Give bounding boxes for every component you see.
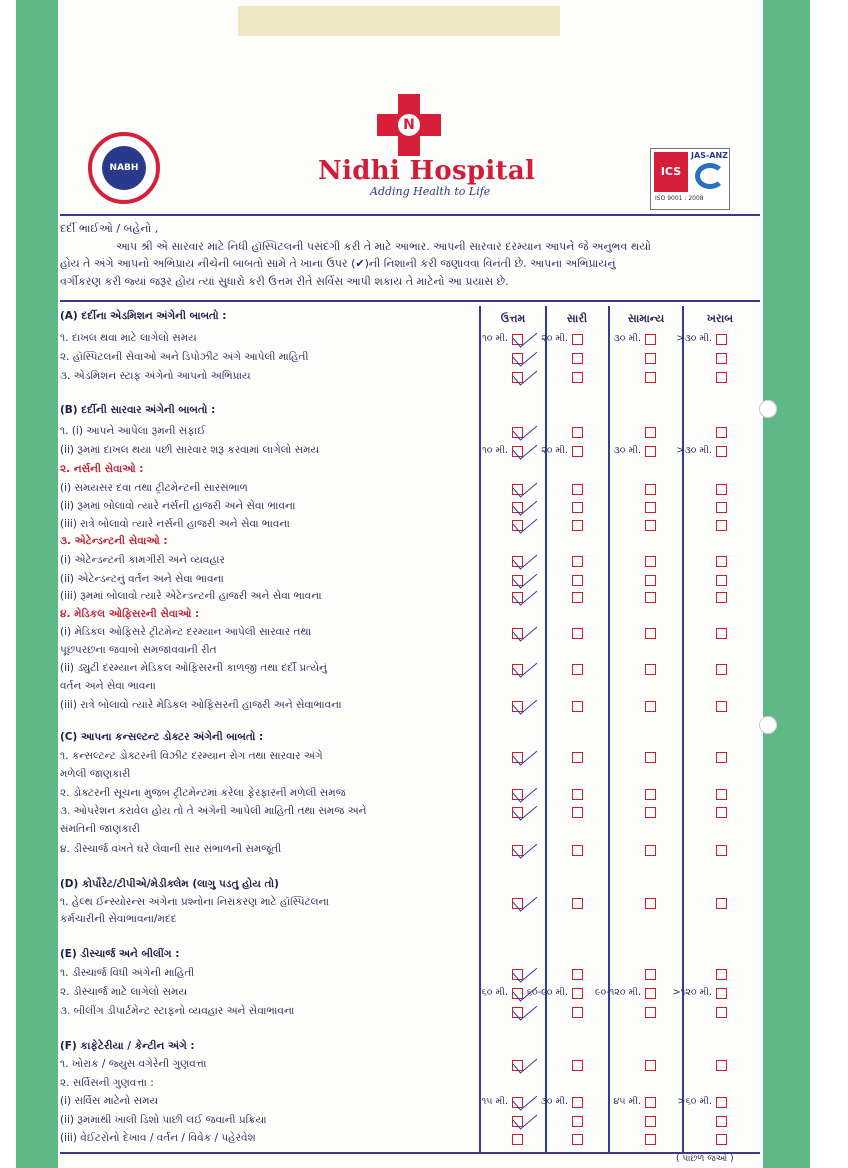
- question-text: ૧. કન્સલ્ટન્ટ ડોક્ટરની વિઝીટ દરમ્યાન રોગ તથા સારવાર અંગે: [60, 750, 323, 762]
- rating-checkbox[interactable]: [716, 1116, 727, 1127]
- rating-checkbox[interactable]: [716, 353, 727, 364]
- section-heading: (E) ડીસ્ચાર્જ અને બીલીંગ :: [60, 948, 180, 960]
- rating-checkbox[interactable]: [716, 592, 727, 603]
- column-header-average: સામાન્ય: [627, 312, 665, 325]
- rating-checkbox[interactable]: [572, 752, 583, 763]
- rating-checkbox[interactable]: [645, 628, 656, 639]
- rating-checkbox[interactable]: [716, 752, 727, 763]
- rating-checkbox[interactable]: [716, 1060, 727, 1071]
- rating-checkbox[interactable]: [645, 427, 656, 438]
- time-label: ૧૦ મી.: [482, 445, 508, 456]
- rating-checkbox[interactable]: [645, 1097, 656, 1108]
- rating-checkbox[interactable]: [716, 628, 727, 639]
- rating-checkbox[interactable]: [512, 1134, 523, 1145]
- rating-checkbox[interactable]: [716, 1134, 727, 1145]
- question-text: વર્તન અને સેવા ભાવના: [60, 680, 156, 692]
- question-text: (iii) રાત્રે બોલાવો ત્યારે મેડિકલ ઓફિસરની હાજરી અને સેવાભાવના: [60, 699, 342, 711]
- rating-checkbox[interactable]: [645, 1116, 656, 1127]
- question-text: (iii) રૂમમાં બોલાવો ત્યારે એટેન્ડન્ટની હાજરી અને સેવા ભાવના: [60, 590, 322, 602]
- rating-checkbox[interactable]: [716, 1007, 727, 1018]
- rating-checkbox[interactable]: [572, 575, 583, 586]
- column-divider: [608, 306, 610, 1152]
- rating-checkbox[interactable]: [572, 556, 583, 567]
- section-heading: (F) કાફેટેરીયા / કેન્ટીન અંગે :: [60, 1040, 195, 1052]
- rating-checkbox[interactable]: [645, 664, 656, 675]
- rating-checkbox[interactable]: [716, 520, 727, 531]
- header-divider: [60, 214, 760, 216]
- rating-checkbox[interactable]: [572, 372, 583, 383]
- question-text: ૪. ડીસ્ચાર્જ વખતે ઘરે લેવાની સાર સંભાળની સમજૂતી: [60, 843, 282, 855]
- rating-checkbox[interactable]: [572, 427, 583, 438]
- hospital-name: Nidhi Hospital: [318, 156, 536, 186]
- question-text: પૂછપરછના જવાબો સમજાવવાની રીત: [60, 644, 217, 656]
- time-label: >૩૦ મી.: [676, 333, 712, 344]
- rating-checkbox[interactable]: [716, 427, 727, 438]
- time-label: ૬૦ મી.: [481, 987, 508, 998]
- intro-greeting: દર્દી ભાઈઓ / બહેનો ,: [60, 222, 159, 235]
- rating-checkbox[interactable]: [716, 334, 727, 345]
- section-heading: ૩. એટેન્ડન્ટની સેવાઓ :: [60, 535, 168, 547]
- question-text: (i) મેડિકલ ઓફિસરે ટ્રીટમેન્ટ દરમ્યાન આપેલી સારવાર તથા: [60, 626, 312, 638]
- column-header-good: સારી: [566, 312, 588, 325]
- time-label: ૨૦ મી.: [541, 445, 568, 456]
- rating-checkbox[interactable]: [645, 372, 656, 383]
- column-header-poor: ખરાબ: [706, 312, 734, 325]
- time-label: >૬૦ મી.: [677, 1096, 712, 1107]
- question-text: ૧. ડીસ્ચાર્જ વિધી અંગેની માહિતી: [60, 967, 195, 979]
- rating-checkbox[interactable]: [645, 1134, 656, 1145]
- time-label: >૧૨૦ મી.: [672, 987, 712, 998]
- question-text: ૧. હેલ્થ ઈન્સ્યોરન્સ અંગેના પ્રશ્નોના નિરાકરણ માટે હૉસ્પિટલના: [60, 896, 330, 908]
- question-text: ૧. દાખલ થવા માટે લાગેલો સમય: [60, 332, 197, 344]
- question-text: (ii) એટેન્ડન્ટનું વર્તન અને સેવા ભાવના: [60, 573, 224, 585]
- table-bottom-rule: [60, 1152, 760, 1154]
- table-top-rule: [60, 300, 760, 302]
- rating-checkbox[interactable]: [716, 701, 727, 712]
- rating-checkbox[interactable]: [645, 988, 656, 999]
- column-header-excellent: ઉત્તમ: [500, 312, 526, 325]
- time-label: >૩૦ મી.: [676, 445, 712, 456]
- punch-hole: [759, 716, 777, 734]
- ics-text: ICS: [654, 152, 688, 192]
- question-text: ૩. એડમિશન સ્ટાફ અંગેનો આપનો અભિપ્રાય: [60, 370, 251, 382]
- question-text: (iii) રાત્રે બોલાવો ત્યારે નર્સની હાજરી અને સેવા ભાવના: [60, 518, 290, 530]
- punch-hole: [759, 400, 777, 418]
- rating-checkbox[interactable]: [572, 845, 583, 856]
- rating-checkbox[interactable]: [716, 845, 727, 856]
- rating-checkbox[interactable]: [645, 502, 656, 513]
- time-label: ૬૦-૯૦ મી.: [526, 987, 568, 998]
- rating-checkbox[interactable]: [572, 502, 583, 513]
- time-label: ૩૦ મી.: [613, 333, 641, 344]
- question-text: ૩. બીલીંગ ડીપાર્ટમેન્ટ સ્ટાફનો વ્યવહાર અને સેવાભાવના: [60, 1005, 295, 1017]
- time-label: ૧૦ મી.: [482, 333, 508, 344]
- hospital-cross-logo: [377, 94, 441, 156]
- rating-checkbox[interactable]: [572, 1116, 583, 1127]
- rating-checkbox[interactable]: [716, 664, 727, 675]
- question-text: ૨. સર્વિસની ગુણવત્તા :: [60, 1077, 154, 1089]
- rating-checkbox[interactable]: [572, 1134, 583, 1145]
- rating-checkbox[interactable]: [645, 701, 656, 712]
- intro-line: વર્ગીકરણ કરી જ્યાં જરૂર હોય ત્યાં સુધારો કરી ઉત્તમ રીતે સર્વિસ આપી શકાય તે માટેનો આ પ્રયાસ છે.: [60, 274, 509, 288]
- rating-checkbox[interactable]: [645, 1007, 656, 1018]
- right-green-band: [763, 0, 810, 1168]
- section-heading: (B) દર્દીની સારવાર અંગેની બાબતો :: [60, 404, 216, 416]
- time-label: ૧૫ મી.: [481, 1096, 508, 1107]
- intro-text: [60, 220, 760, 290]
- rating-checkbox[interactable]: [716, 969, 727, 980]
- section-heading: (A) દર્દીના એડમિશન અંગેની બાબતો :: [60, 310, 227, 322]
- rating-checkbox[interactable]: [572, 969, 583, 980]
- rating-checkbox[interactable]: [716, 556, 727, 567]
- rating-checkbox[interactable]: [645, 446, 656, 457]
- rating-checkbox[interactable]: [572, 334, 583, 345]
- question-text: (iii) વેઈટરોનો દેખાવ / વર્તન / વિવેક / પહેરવેશ: [60, 1132, 256, 1144]
- rating-checkbox[interactable]: [645, 969, 656, 980]
- question-text: (ii) રૂમમાંથી ખાલી ડિશો પાછી લઈ જવાની પ્રક્રિયા: [60, 1114, 267, 1126]
- question-text: ૩. ઓપરેશન કરાવેલ હોય તો તે અંગેની આપેલી માહિતી તથા સમજ અને: [60, 805, 367, 817]
- rating-checkbox[interactable]: [716, 789, 727, 800]
- rating-checkbox[interactable]: [645, 353, 656, 364]
- question-text: મળેલી જાણકારી: [60, 768, 131, 780]
- rating-checkbox[interactable]: [572, 1097, 583, 1108]
- rating-checkbox[interactable]: [572, 789, 583, 800]
- question-text: ૨. હૉસ્પિટલની સેવાઓ અને ડિપોઝીટ અંગે આપેલી માહિતી: [60, 351, 309, 363]
- left-green-band: [16, 0, 58, 1168]
- section-heading: (C) આપના કન્સલ્ટન્ટ ડોક્ટર અંગેની બાબતો :: [60, 731, 264, 743]
- rating-checkbox[interactable]: [716, 446, 727, 457]
- rating-checkbox[interactable]: [572, 898, 583, 909]
- question-text: (i) સર્વિસ માટેનો સમય: [60, 1095, 159, 1107]
- time-label: ૨૦ મી.: [541, 333, 568, 344]
- rating-checkbox[interactable]: [716, 988, 727, 999]
- nabh-text: NABH: [102, 146, 146, 190]
- section-heading: (D) કોર્પોરેટ/ટીપીએ/મેડીક્લેમ (લાગુ પડતુ હોય તો): [60, 878, 279, 890]
- rating-checkbox[interactable]: [572, 988, 583, 999]
- time-label: ૪૫ મી.: [613, 1096, 641, 1107]
- rating-checkbox[interactable]: [572, 1007, 583, 1018]
- question-text: સંમતિની જાણકારી: [60, 823, 140, 835]
- question-text: (ii) રૂમમાં દાખલ થયા પછી સારવાર શરૂ કરવામાં લાગેલો સમય: [60, 444, 320, 456]
- rating-checkbox[interactable]: [716, 1097, 727, 1108]
- ics-g-icon: [695, 163, 725, 189]
- rating-checkbox[interactable]: [572, 664, 583, 675]
- time-label: ૩૦ મી.: [613, 445, 641, 456]
- question-text: (ii) રૂમમાં બોલાવો ત્યારે નર્સની હાજરી અને સેવા ભાવના: [60, 500, 296, 512]
- rating-checkbox[interactable]: [645, 845, 656, 856]
- question-text: ૧. (i) આપને આપેલા રૂમની સફાઈ: [60, 425, 206, 437]
- rating-checkbox[interactable]: [716, 575, 727, 586]
- rating-checkbox[interactable]: [572, 520, 583, 531]
- rating-checkbox[interactable]: [716, 502, 727, 513]
- rating-checkbox[interactable]: [645, 484, 656, 495]
- question-text: ૨. ડોક્ટરની સૂચના મુજબ ટ્રીટમેન્ટમાં કરેલા ફેરફારની મળેલી સમજ: [60, 787, 346, 799]
- rating-checkbox[interactable]: [645, 556, 656, 567]
- rating-checkbox[interactable]: [645, 520, 656, 531]
- rating-checkbox[interactable]: [645, 334, 656, 345]
- rating-checkbox[interactable]: [645, 789, 656, 800]
- rating-checkbox[interactable]: [572, 353, 583, 364]
- rating-checkbox[interactable]: [572, 484, 583, 495]
- tape: [238, 6, 560, 36]
- rating-checkbox[interactable]: [572, 628, 583, 639]
- rating-checkbox[interactable]: [572, 807, 583, 818]
- question-text: કર્મચારીની સેવાભાવના/મદદ: [60, 913, 177, 925]
- question-text: (ii) ડ્યુટી દરમ્યાન મેડિકલ ઓફિસરની કાળજી તથા દર્દી પ્રત્યેનું: [60, 662, 327, 674]
- rating-checkbox[interactable]: [645, 898, 656, 909]
- rating-checkbox[interactable]: [645, 575, 656, 586]
- logo-letter: N: [395, 111, 423, 139]
- rating-checkbox[interactable]: [645, 592, 656, 603]
- hospital-tagline: Adding Health to Life: [370, 185, 491, 198]
- column-divider: [682, 306, 684, 1152]
- rating-checkbox[interactable]: [716, 807, 727, 818]
- section-heading: ૪. મેડિકલ ઓફિસરની સેવાઓ :: [60, 608, 200, 620]
- rating-checkbox[interactable]: [572, 446, 583, 457]
- rating-checkbox[interactable]: [716, 372, 727, 383]
- rating-checkbox[interactable]: [572, 1060, 583, 1071]
- question-text: (i) એટેન્ડન્ટની કામગીરી અને વ્યવહાર: [60, 554, 225, 566]
- question-text: ૨. ડીસ્ચાર્જ માટે લાગેલો સમય: [60, 986, 188, 998]
- rating-checkbox[interactable]: [645, 752, 656, 763]
- section-heading: ૨. નર્સની સેવાઓ :: [60, 463, 144, 475]
- intro-line: આપ શ્રી એ સારવાર માટે નિધી હૉસ્પિટલની પસંદગી કરી તે માટે આભાર. આપની સારવાર દરમ્યાન આપને જે અનુભવ થયો: [116, 239, 652, 253]
- rating-checkbox[interactable]: [645, 807, 656, 818]
- time-label: ૯૦-૧૨૦ મી.: [594, 987, 641, 998]
- rating-checkbox[interactable]: [716, 484, 727, 495]
- rating-checkbox[interactable]: [572, 701, 583, 712]
- rating-checkbox[interactable]: [716, 898, 727, 909]
- rating-checkbox[interactable]: [572, 592, 583, 603]
- time-label: ૩૦ મી.: [540, 1096, 568, 1107]
- jas-text: JAS-ANZ: [691, 151, 728, 160]
- rating-checkbox[interactable]: [645, 1060, 656, 1071]
- question-text: (i) સમયસર દવા તથા ટ્રીટમેન્ટની સારસંભાળ: [60, 482, 248, 494]
- intro-line: હોય તે અંગે આપનો અભિપ્રાય નીચેની બાબતો સામે તે ખાના ઉપર (✔)ની નિશાની કરી જણાવવા વિનંતી છે. આપના અભિપ્રાયનું: [60, 257, 616, 270]
- question-text: ૧. ખોરાક / જ્યુસ વગેરેની ગુણવત્તા: [60, 1058, 207, 1070]
- column-divider: [545, 306, 547, 1152]
- ics-certification-badge: [650, 148, 730, 210]
- nabh-badge: [88, 132, 160, 204]
- iso-text: ISO 9001 : 2008: [655, 195, 704, 202]
- footer-note: ( પાછળ જઓ ): [676, 1154, 734, 1164]
